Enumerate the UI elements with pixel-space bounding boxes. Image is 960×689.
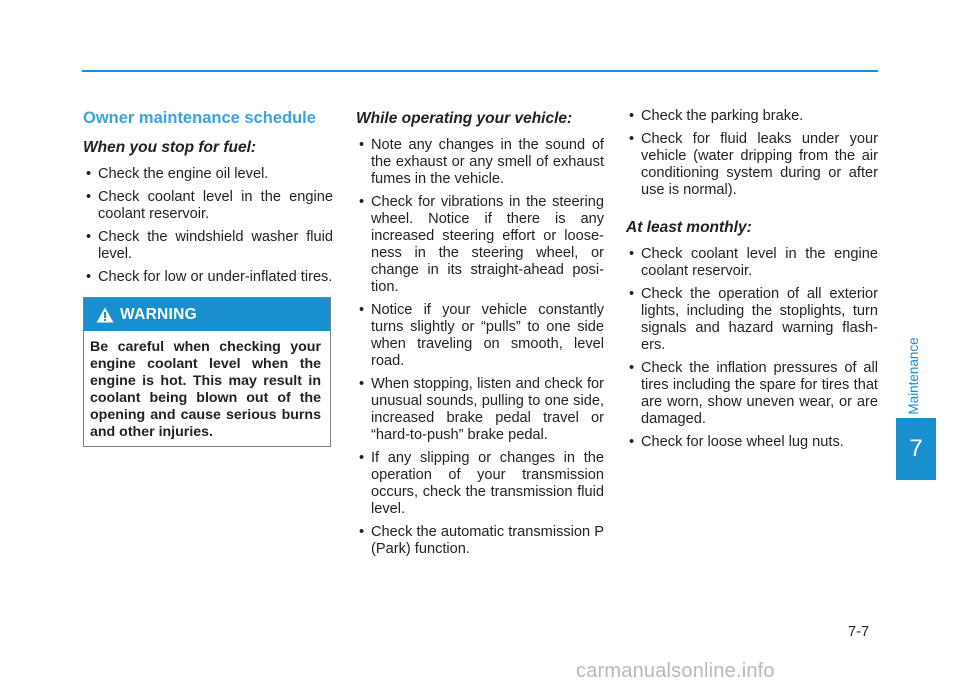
chapter-number-tab: 7: [896, 418, 936, 480]
list-item: • Check the inflation pressures of all tires including the spare for tires that are worn, show uneven wear, or are damaged.: [626, 360, 878, 428]
list-item: • Check coolant level in the engine coolant reservoir.: [83, 189, 333, 223]
list-item: • Note any changes in the sound of the exhaust or any smell of exhaust fumes in the vehicle.: [356, 137, 604, 188]
list-item: • Check the engine oil level.: [83, 166, 333, 183]
operating-heading: While operating your vehicle:: [356, 110, 573, 127]
column-1: [83, 108, 333, 292]
monthly-checklist: [626, 246, 878, 451]
warning-label: WARNING: [120, 305, 198, 323]
top-rule: [82, 70, 878, 72]
section-side-label: Maintenance: [906, 337, 921, 415]
list-item: • Check for fluid leaks under your vehicle (water dripping from the air conditioning system during or after use is normal).: [626, 131, 878, 199]
list-item: • Check for low or under-inflated tires.: [83, 269, 333, 286]
list-item: • Check the windshield washer fluid level.: [83, 229, 333, 263]
continued-checklist: [626, 108, 878, 199]
warning-text: Be careful when checking your engine coolant level when the engine is hot. This may result in coolant being blown out of the opening and cause serious burns and other injuries.: [90, 339, 321, 440]
list-item: • Notice if your vehicle constantly turns slightly or “pulls” to one side when traveling on smooth, level road.: [356, 302, 604, 370]
column-3: [626, 108, 878, 457]
column-2: [356, 110, 604, 564]
operating-checklist: [356, 137, 604, 558]
warning-box: [83, 297, 331, 447]
page-number: 7-7: [848, 624, 870, 640]
list-item: • Check for loose wheel lug nuts.: [626, 434, 878, 451]
list-item: • Check the parking brake.: [626, 108, 878, 125]
list-item: • Check coolant level in the engine coolant reservoir.: [626, 246, 878, 280]
section-title: Owner maintenance schedule: [83, 109, 316, 127]
list-item: • If any slipping or changes in the operation of your transmission occurs, check the transmission fluid level.: [356, 450, 604, 518]
list-item: • When stopping, listen and check for unusual sounds, pulling to one side, increased brake pedal travel or “hard-to-push” brake pedal.: [356, 376, 604, 444]
fuel-heading: When you stop for fuel:: [83, 139, 257, 156]
list-item: • Check for vibrations in the steering wheel. Notice if there is any increased steering effort or loose-ness in the steering wheel, or change in its straight-ahead posi-tion.: [356, 194, 604, 296]
fuel-checklist: [83, 166, 333, 286]
warning-header: [84, 298, 330, 331]
warning-triangle-icon: [96, 307, 114, 323]
monthly-heading: At least monthly:: [626, 219, 752, 236]
list-item: • Check the automatic transmission P (Park) function.: [356, 524, 604, 558]
list-item: • Check the operation of all exterior lights, including the stoplights, turn signals and hazard warning flash-ers.: [626, 286, 878, 354]
watermark: carmanualsonline.info: [576, 660, 775, 682]
